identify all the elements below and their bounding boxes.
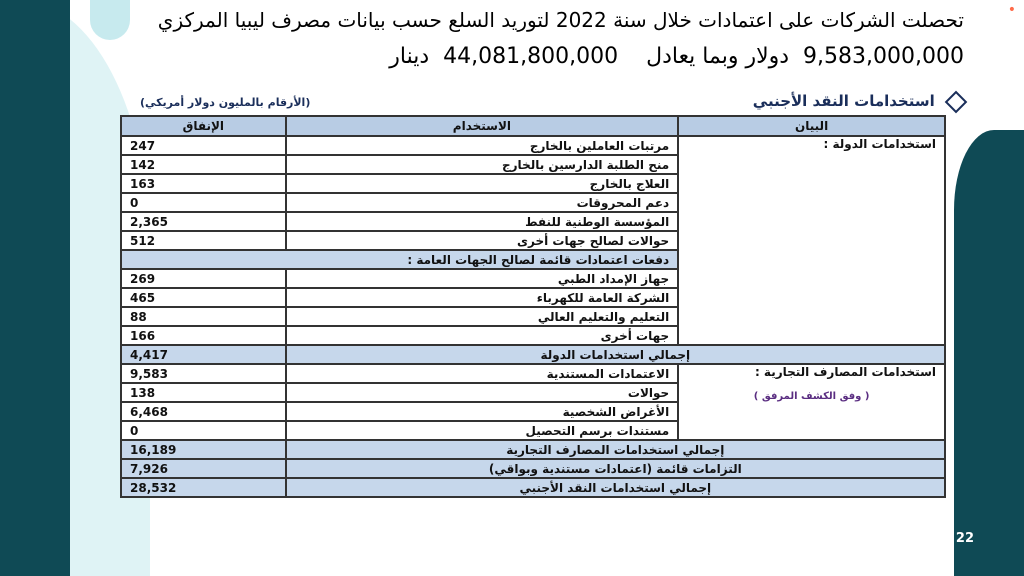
row-value: 138 [121, 383, 286, 402]
bullet-icon: • [1007, 2, 1016, 18]
bank-total-row [121, 440, 945, 459]
table-row [121, 136, 945, 155]
row-value: 269 [121, 269, 286, 288]
section-title: استخدامات النقد الأجنبي [753, 92, 964, 110]
category-banks-label: استخدامات المصارف التجارية : [754, 365, 936, 379]
category-banks [678, 364, 945, 440]
state-total-value: 4,417 [121, 345, 286, 364]
row-usage: الاعتمادات المستندية [286, 364, 679, 383]
grand-total-row [121, 478, 945, 497]
table-header-row [121, 116, 945, 136]
headline-line-1: تحصلت الشركات على اعتمادات خلال سنة 2022 لتوريد السلع حسب بيانات مصرف ليبيا المركزي [157, 8, 964, 32]
row-value: 465 [121, 288, 286, 307]
row-usage: مرتبات العاملين بالخارج [286, 136, 679, 155]
row-usage: التعليم والتعليم العالي [286, 307, 679, 326]
row-value: 9,583 [121, 364, 286, 383]
unit-note: (الأرقام بالمليون دولار أمريكي) [140, 96, 311, 109]
state-total-row [121, 345, 945, 364]
row-value: 6,468 [121, 402, 286, 421]
row-usage: دعم المحروقات [286, 193, 679, 212]
row-usage: الأغراض الشخصية [286, 402, 679, 421]
row-usage: حوالات [286, 383, 679, 402]
bank-total-value: 16,189 [121, 440, 286, 459]
row-value: 247 [121, 136, 286, 155]
commitments-label: التزامات قائمة (اعتمادات مستندية وبواقي) [286, 459, 945, 478]
banks-note: ( وفق الكشف المرفق ) [753, 391, 870, 402]
row-value: 0 [121, 421, 286, 440]
foreign-currency-table [120, 115, 946, 498]
row-value: 88 [121, 307, 286, 326]
grand-total-label: إجمالي استخدامات النقد الأجنبي [286, 478, 945, 497]
header-spending: الإنفاق [121, 116, 286, 136]
headline-line-2: 9,583,000,000 دولار وبما يعادل 44,081,800,000 دينار [389, 44, 964, 69]
page-number: 22 [955, 531, 974, 546]
row-value: 166 [121, 326, 286, 345]
grand-total-value: 28,532 [121, 478, 286, 497]
row-usage: مستندات برسم التحصيل [286, 421, 679, 440]
right-dark-decoration [954, 130, 1024, 576]
row-value: 163 [121, 174, 286, 193]
row-usage: منح الطلبة الدارسين بالخارج [286, 155, 679, 174]
top-cyan-decoration [90, 0, 130, 40]
row-usage: حوالات لصالح جهات أخرى [286, 231, 679, 250]
commitments-row [121, 459, 945, 478]
row-usage: العلاج بالخارج [286, 174, 679, 193]
diamond-icon [945, 90, 968, 113]
row-value: 0 [121, 193, 286, 212]
category-state: استخدامات الدولة : [678, 136, 945, 345]
table-row [121, 364, 945, 383]
row-usage: جهاز الإمداد الطبي [286, 269, 679, 288]
header-usage: الاستخدام [286, 116, 679, 136]
row-usage: الشركة العامة للكهرباء [286, 288, 679, 307]
row-usage: المؤسسة الوطنية للنفط [286, 212, 679, 231]
bank-total-label: إجمالي استخدامات المصارف التجارية [286, 440, 945, 459]
state-total-label: إجمالي استخدامات الدولة [286, 345, 945, 364]
header-statement: البيان [678, 116, 945, 136]
row-value: 142 [121, 155, 286, 174]
row-value: 2,365 [121, 212, 286, 231]
public-entities-header: دفعات اعتمادات قائمة لصالح الجهات العامة : [121, 250, 678, 269]
left-dark-bottom-decoration [0, 180, 70, 576]
row-value: 512 [121, 231, 286, 250]
row-usage: جهات أخرى [286, 326, 679, 345]
commitments-value: 7,926 [121, 459, 286, 478]
